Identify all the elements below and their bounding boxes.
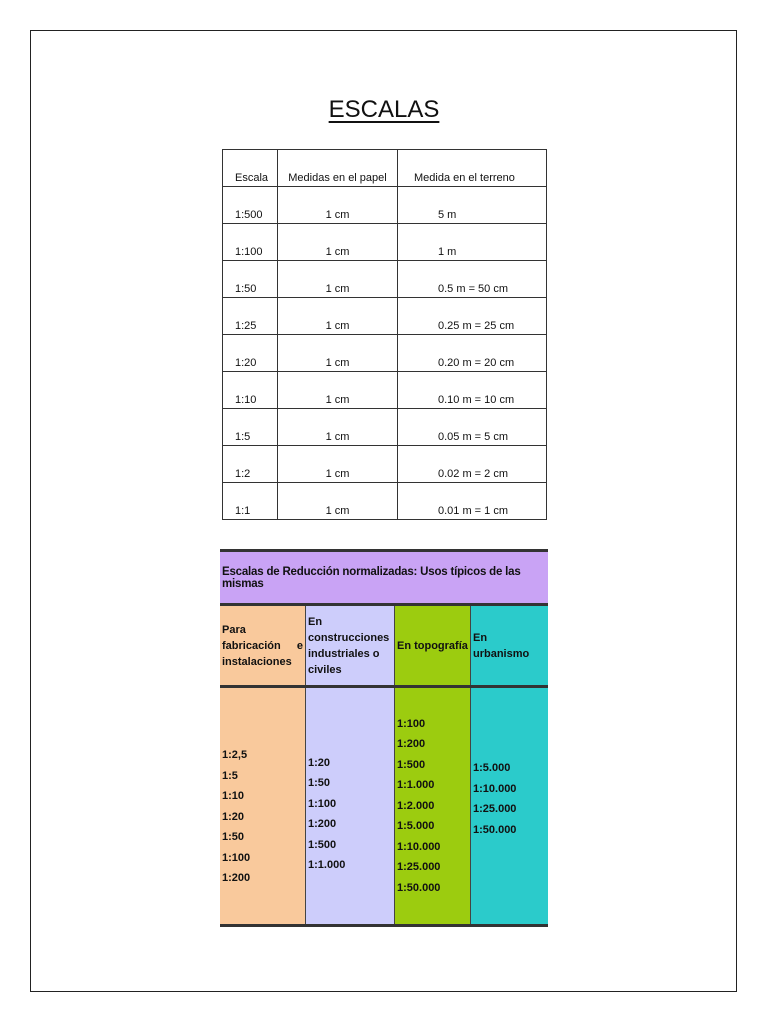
ground-measure-cell: 5 m — [398, 187, 547, 224]
table-row — [223, 187, 547, 224]
paper-measure-cell: 1 cm — [278, 298, 398, 335]
scale-cell: 1:20 — [223, 335, 278, 372]
scale-value: 1:2.000 — [397, 799, 435, 812]
values-fabrication — [220, 688, 306, 924]
scale-value: 1:25.000 — [473, 803, 517, 815]
paper-measure-cell: 1 cm — [278, 446, 398, 483]
scale-value: 1:1.000 — [308, 859, 346, 871]
paper-measure-header: Medidas en el papel — [278, 150, 398, 187]
table-row — [223, 224, 547, 261]
scale-value: 1:50.000 — [473, 823, 517, 836]
header-construction: En construcciones industriales o civiles — [306, 606, 395, 685]
scale-cell: 1:25 — [223, 298, 278, 335]
scale-value: 1:50.000 — [397, 881, 441, 894]
scale-cell: 1:50 — [223, 261, 278, 298]
scale-table-header-row — [223, 150, 547, 187]
scale-value: 1:5.000 — [473, 762, 511, 774]
normalized-scales-table — [220, 549, 548, 927]
page-title: ESCALAS — [328, 96, 440, 123]
scale-value: 1:200 — [222, 872, 251, 885]
table-row — [223, 335, 547, 372]
ground-measure-cell: 0.02 m = 2 cm — [398, 446, 547, 483]
ground-measure-cell: 0.5 m = 50 cm — [398, 261, 547, 298]
scale-value: 1:25.000 — [397, 861, 441, 874]
ground-measure-cell: 0.01 m = 1 cm — [398, 483, 547, 520]
scale-value: 1:50 — [308, 777, 331, 789]
normalized-header-row — [220, 606, 548, 688]
table-row — [223, 372, 547, 409]
table-row — [223, 483, 547, 520]
scale-value: 1:20 — [222, 810, 245, 823]
values-topography — [395, 688, 471, 924]
paper-measure-cell: 1 cm — [278, 409, 398, 446]
scale-cell: 1:10 — [223, 372, 278, 409]
values-urbanism — [471, 688, 548, 924]
table-row — [223, 261, 547, 298]
scale-value: 1:5 — [222, 769, 238, 782]
scale-value: 1:10 — [222, 790, 245, 803]
header-fabrication: Para fabricación e instalaciones — [220, 606, 306, 685]
paper-measure-cell: 1 cm — [278, 483, 398, 520]
paper-measure-cell: 1 cm — [278, 372, 398, 409]
normalized-table-title: Escalas de Reducción normalizadas: Usos típicos de las mismas — [220, 552, 548, 606]
values-construction — [306, 688, 395, 924]
scale-value: 1:200 — [397, 738, 426, 751]
header-urbanism: En urbanismo — [471, 606, 548, 685]
ground-measure-cell: 0.25 m = 25 cm — [398, 298, 547, 335]
ground-measure-header: Medida en el terreno — [398, 150, 547, 187]
scale-value: 1:500 — [308, 838, 337, 851]
scale-cell: 1:5 — [223, 409, 278, 446]
scale-header: Escala — [223, 150, 278, 187]
header-topography: En topografía — [395, 606, 471, 685]
paper-measure-cell: 1 cm — [278, 261, 398, 298]
scale-value: 1:100 — [222, 851, 251, 864]
scale-value: 1:500 — [397, 758, 426, 771]
ground-measure-cell: 1 m — [398, 224, 547, 261]
paper-measure-cell: 1 cm — [278, 335, 398, 372]
scale-value: 1:1.000 — [397, 779, 435, 792]
paper-measure-cell: 1 cm — [278, 187, 398, 224]
paper-measure-cell: 1 cm — [278, 224, 398, 261]
ground-measure-cell: 0.05 m = 5 cm — [398, 409, 547, 446]
scale-value: 1:50 — [222, 831, 245, 844]
normalized-body-row — [220, 688, 548, 924]
table-row — [223, 409, 547, 446]
scale-value: 1:100 — [397, 717, 426, 730]
scale-value: 1:5.000 — [397, 820, 435, 833]
ground-measure-cell: 0.10 m = 10 cm — [398, 372, 547, 409]
table-row — [223, 298, 547, 335]
scale-table — [222, 149, 547, 520]
ground-measure-cell: 0.20 m = 20 cm — [398, 335, 547, 372]
scale-value: 1:2,5 — [222, 749, 248, 762]
scale-cell: 1:100 — [223, 224, 278, 261]
scale-value: 1:10.000 — [397, 840, 441, 853]
scale-cell: 1:1 — [223, 483, 278, 520]
scale-cell: 1:500 — [223, 187, 278, 224]
scale-value: 1:20 — [308, 756, 331, 769]
scale-value: 1:100 — [308, 797, 337, 810]
scale-table-body — [223, 187, 547, 520]
scale-value: 1:10.000 — [473, 782, 517, 795]
scale-cell: 1:2 — [223, 446, 278, 483]
scale-value: 1:200 — [308, 818, 337, 830]
table-row — [223, 446, 547, 483]
